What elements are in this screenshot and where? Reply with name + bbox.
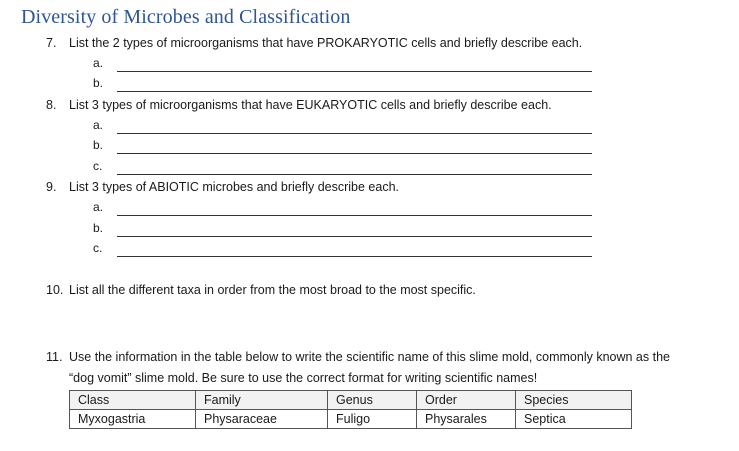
answer-line-8b[interactable] — [93, 138, 592, 154]
question-number: 10. — [46, 283, 64, 297]
answer-letter: c. — [93, 241, 103, 255]
blank-line — [117, 91, 592, 92]
question-10 — [46, 283, 476, 297]
answer-line-9b[interactable] — [93, 221, 592, 237]
page-title: Diversity of Microbes and Classification — [21, 6, 351, 28]
question-text: List the 2 types of microorganisms that have PROKARYOTIC cells and briefly describe each. — [69, 36, 583, 50]
answer-letter: c. — [93, 159, 103, 173]
cell-family-value: Physaraceae — [196, 410, 328, 429]
question-text-line-1: Use the information in the table below to write the scientific name of this slime mold, commonly known as the — [69, 350, 670, 364]
cell-class-value: Myxogastria — [70, 410, 196, 429]
answer-letter: a. — [93, 200, 104, 214]
blank-line — [117, 71, 592, 72]
answer-line-7b[interactable] — [93, 76, 592, 92]
question-number: 7. — [46, 36, 57, 50]
header-cell-species: Species — [516, 391, 632, 410]
blank-line — [117, 215, 592, 216]
answer-letter: a. — [93, 56, 104, 70]
header-cell-order: Order — [417, 391, 516, 410]
answer-line-8c[interactable] — [93, 159, 592, 175]
question-11 — [46, 347, 670, 389]
header-cell-class: Class — [70, 391, 196, 410]
question-text-line-2: “dog vomit” slime mold. Be sure to use the correct format for writing scientific names! — [69, 371, 538, 385]
header-cell-genus: Genus — [328, 391, 417, 410]
cell-genus-value: Fuligo — [328, 410, 417, 429]
answer-line-9c[interactable] — [93, 241, 592, 257]
blank-line — [117, 236, 592, 237]
question-7 — [46, 36, 582, 50]
question-8 — [46, 98, 552, 112]
question-text: List 3 types of ABIOTIC microbes and briefly describe each. — [69, 180, 400, 194]
blank-line — [117, 153, 592, 154]
blank-line — [117, 133, 592, 134]
answer-line-8a[interactable] — [93, 118, 592, 134]
question-text: List all the different taxa in order from the most broad to the most specific. — [69, 283, 476, 297]
question-number: 9. — [46, 180, 57, 194]
question-number: 8. — [46, 98, 57, 112]
table-row — [70, 410, 632, 429]
answer-letter: b. — [93, 76, 104, 90]
table-header-row — [70, 391, 632, 410]
answer-letter: b. — [93, 138, 104, 152]
question-9 — [46, 180, 399, 194]
cell-species-value: Septica — [516, 410, 632, 429]
taxonomy-table — [69, 390, 632, 429]
answer-line-7a[interactable] — [93, 56, 592, 72]
cell-order-value: Physarales — [417, 410, 516, 429]
blank-line — [117, 174, 592, 175]
answer-letter: b. — [93, 221, 104, 235]
question-number: 11. — [46, 350, 63, 364]
answer-line-9a[interactable] — [93, 200, 592, 216]
answer-letter: a. — [93, 118, 104, 132]
header-cell-family: Family — [196, 391, 328, 410]
question-text: List 3 types of microorganisms that have EUKARYOTIC cells and briefly describe each. — [69, 98, 552, 112]
blank-line — [117, 256, 592, 257]
